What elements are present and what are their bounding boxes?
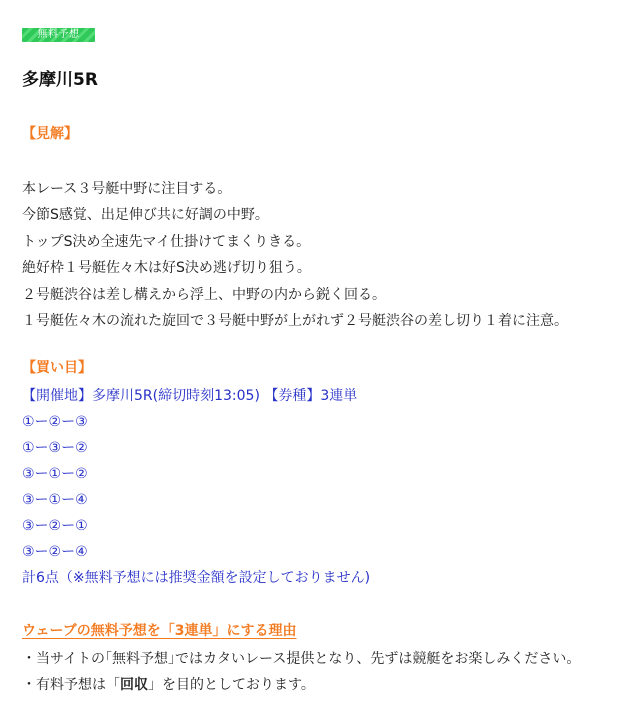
- analysis-line: 今節S感覚、出足伸び共に好調の中野。: [22, 207, 269, 224]
- reason-line-emphasis: 回収: [120, 677, 148, 693]
- bet-combination: ③ー①ー④: [22, 492, 88, 508]
- bets-total: 計6点（※無料予想には推奨金額を設定しておりません): [22, 570, 371, 586]
- analysis-line: 絶好枠１号艇佐々木は好S決め逃げ切り狙う。: [22, 260, 311, 277]
- analysis-line: トップS決め全速先マイ仕掛けてまくりきる。: [22, 233, 311, 250]
- analysis-line: １号艇佐々木の流れた旋回で３号艇中野が上がれず２号艇渋谷の差し切り１着に注意。: [22, 313, 568, 330]
- analysis-line: ２号艇渋谷は差し構えから浮上、中野の内から鋭く回る。: [22, 286, 386, 303]
- bet-combination: ①ー③ー②: [22, 440, 88, 456]
- bet-combination: ③ー②ー①: [22, 518, 88, 534]
- reason-heading: ウェーブの無料予想を「3連単」にする理由: [22, 623, 297, 639]
- analysis-text: [22, 176, 568, 334]
- analysis-heading: 【見解】: [22, 126, 78, 142]
- reason-text: [22, 646, 580, 698]
- free-prediction-badge: 無料予想: [22, 28, 95, 42]
- venue-line: 【開催地】多摩川5R(締切時刻13:05) 【券種】3連単: [22, 388, 358, 404]
- bets-list: [22, 383, 370, 591]
- page-title: 多摩川5R: [22, 70, 98, 90]
- bet-combination: ③ー②ー④: [22, 544, 88, 560]
- bets-heading: 【買い目】: [22, 360, 92, 376]
- bet-combination: ③ー①ー②: [22, 466, 88, 482]
- reason-line-suffix: 」を目的としております。: [148, 677, 315, 693]
- bet-combination: ①ー②ー③: [22, 414, 88, 430]
- reason-line: ・当サイトの｢無料予想｣ではカタいレース提供となり、先ずは競艇をお楽しみください。: [22, 651, 581, 667]
- reason-line: [22, 672, 580, 698]
- analysis-line: 本レース３号艇中野に注目する。: [22, 181, 232, 197]
- reason-line-prefix: ・有料予想は「: [22, 677, 120, 693]
